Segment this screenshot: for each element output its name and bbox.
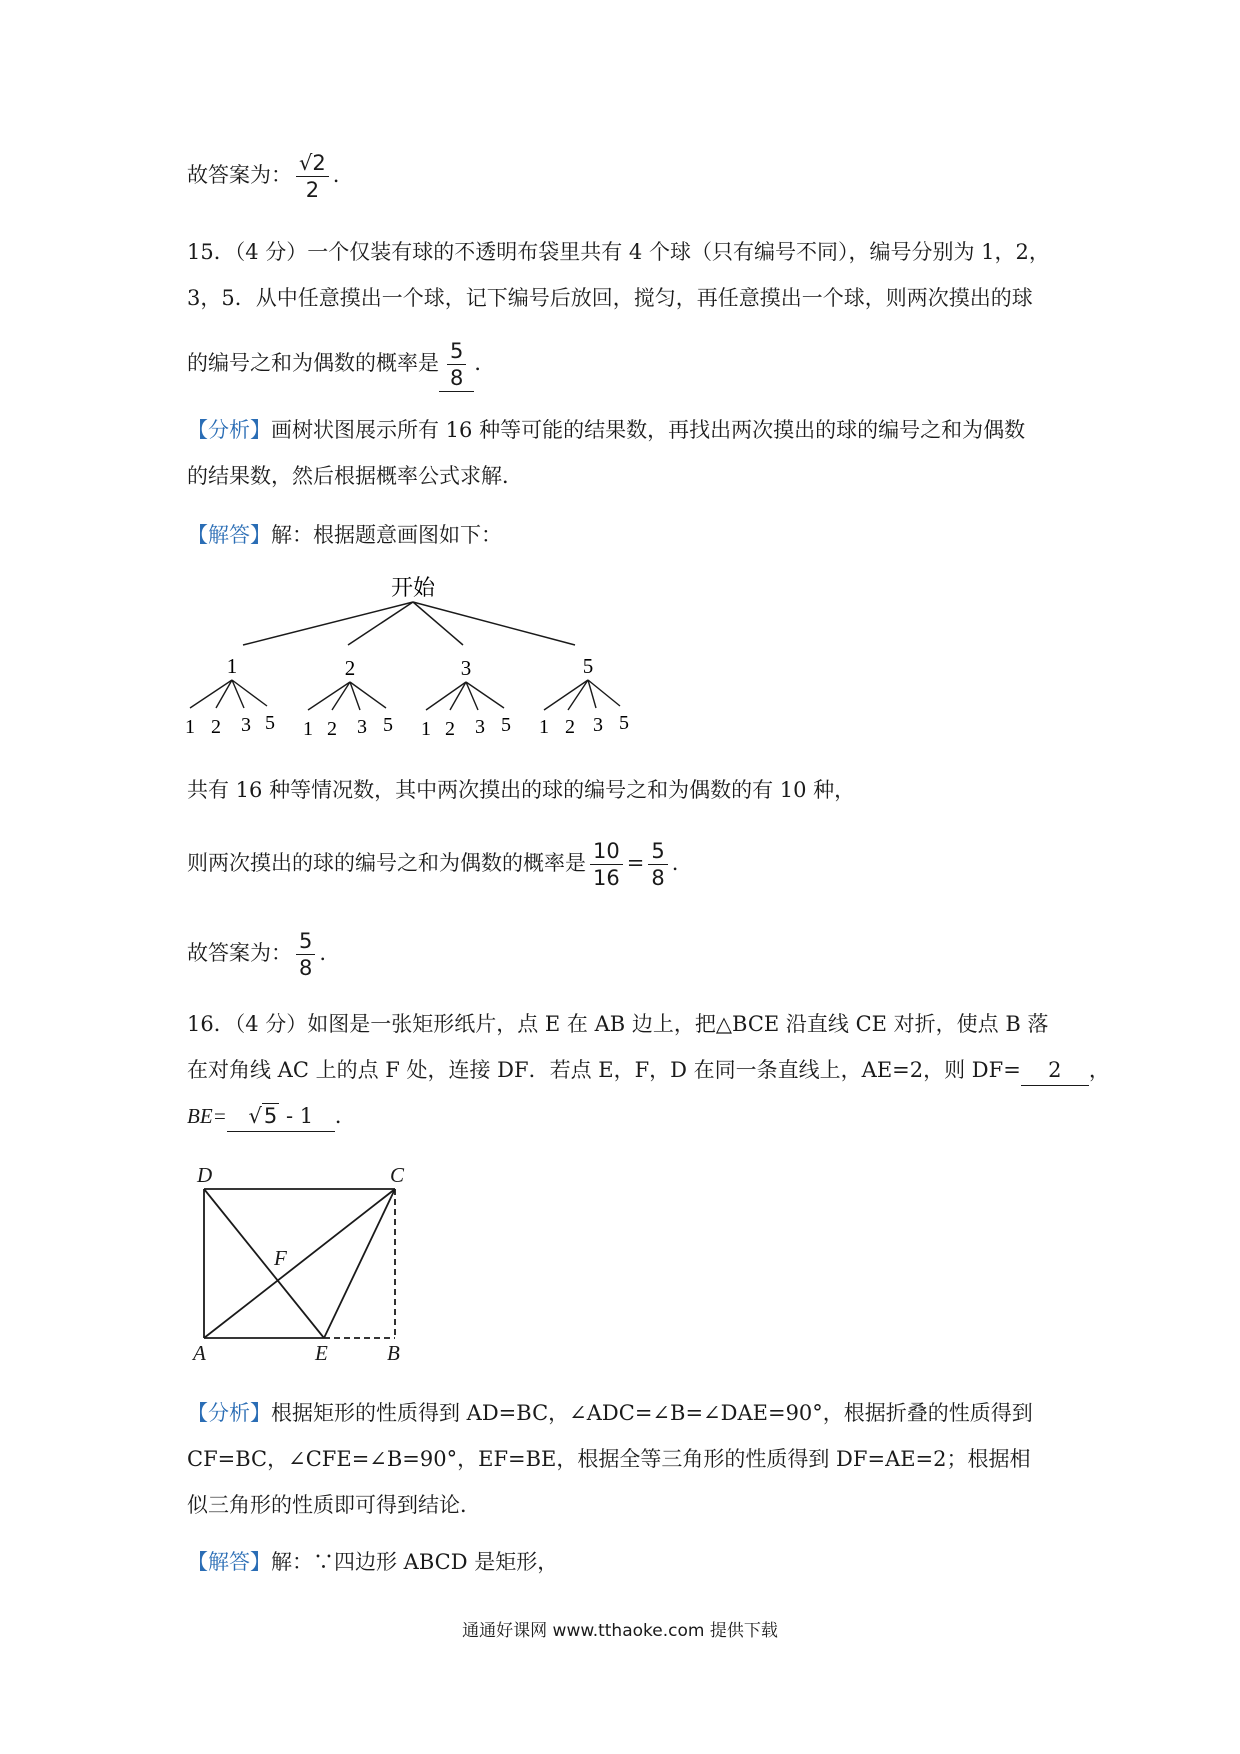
- q16-line3: [187, 1101, 356, 1132]
- solution16-line: [187, 1547, 558, 1577]
- q15-line1: 15．（4 分）一个仅装有球的不透明布袋里共有 4 个球（只有编号不同），编号分别为 1，2，: [187, 240, 1050, 264]
- tree-node: 3: [460, 656, 472, 680]
- fraction-denominator: 8: [450, 366, 464, 390]
- equals-sign: =: [626, 851, 645, 875]
- answer-blank: [439, 338, 474, 392]
- analysis15-line2: 的结果数，然后根据概率公式求解．: [187, 464, 523, 488]
- diagonal-ac: [204, 1189, 395, 1338]
- sqrt-expression: √5: [248, 1104, 278, 1128]
- analysis15-line1: [187, 415, 1025, 445]
- analysis16-line1: [187, 1398, 1033, 1428]
- analysis16-line2: CF=BC，∠CFE=∠B=90°，EF=BE，根据全等三角形的性质得到 DF=AE=2；根据相: [187, 1447, 1031, 1471]
- fraction-denominator: 16: [593, 866, 620, 890]
- tree-leaf: 1: [539, 716, 549, 738]
- tree-first-level: [227, 654, 594, 680]
- tree-first-level-branches: [243, 602, 575, 645]
- tree-leaf: 1: [421, 718, 431, 740]
- tree-leaf: 2: [565, 716, 575, 738]
- period: .: [332, 163, 340, 187]
- answer-fraction: [296, 150, 329, 203]
- answer-label: 故答案为：: [187, 163, 292, 187]
- label-d: D: [197, 1163, 213, 1187]
- tree-second-level-branches: [190, 680, 620, 710]
- result15-line1: 共有 16 种等情况数，其中两次摸出的球的编号之和为偶数的有 10 种，: [187, 778, 856, 802]
- answer-fraction: [296, 928, 315, 981]
- solution-text: 解：∵四边形 ABCD 是矩形，: [271, 1550, 559, 1574]
- solution-text: 解：根据题意画图如下：: [271, 523, 502, 547]
- tree-second-level: [185, 712, 629, 740]
- label-b: B: [387, 1341, 400, 1365]
- analysis-text: 画树状图展示所有 16 种等可能的结果数，再找出两次摸出的球的编号之和为偶数: [271, 418, 1026, 442]
- fraction-denominator: 8: [299, 956, 313, 980]
- q16-text: 在对角线 AC 上的点 F 处，连接 DF．若点 E，F，D 在同一条直线上，AE=2，则 DF=: [187, 1058, 1021, 1082]
- analysis16-line3: 似三角形的性质即可得到结论．: [187, 1493, 481, 1517]
- period: ．: [474, 351, 496, 375]
- result-text: 则两次摸出的球的编号之和为偶数的概率是: [187, 851, 586, 875]
- tree-node: 1: [226, 654, 238, 678]
- q16-line2: [187, 1055, 1110, 1086]
- q15-line2: 3，5．从中任意摸出一个球，记下编号后放回，搅匀，再任意摸出一个球，则两次摸出的球: [187, 286, 1033, 310]
- fraction-numerator: √2: [296, 150, 329, 177]
- solution-tag: 【解答】: [187, 1550, 271, 1574]
- probability-fraction: [590, 838, 623, 891]
- rectangle-figure: [187, 1160, 427, 1365]
- fraction-numerator: 5: [447, 338, 466, 365]
- be-label: BE=: [187, 1104, 227, 1128]
- tree-leaf: 5: [619, 712, 629, 734]
- tree-leaf: 3: [593, 714, 603, 736]
- tree-leaf: 2: [327, 718, 337, 740]
- line-de: [204, 1189, 324, 1338]
- tree-node: 2: [344, 656, 356, 680]
- analysis-text: 根据矩形的性质得到 AD=BC，∠ADC=∠B=∠DAE=90°，根据折叠的性质得到: [271, 1401, 1033, 1425]
- fraction-numerator: 5: [296, 928, 315, 955]
- label-e: E: [315, 1341, 328, 1365]
- radicand: 5: [263, 1104, 278, 1128]
- tree-root-label: 开始: [390, 575, 436, 600]
- tree-diagram: [180, 570, 700, 750]
- q15-line3: [187, 338, 495, 392]
- df-answer-blank: 2: [1021, 1055, 1089, 1086]
- tree-leaf: 5: [383, 714, 393, 736]
- be-answer-blank: [227, 1101, 335, 1132]
- line-ec: [324, 1189, 395, 1338]
- tree-leaf: 2: [445, 718, 455, 740]
- period: ．: [334, 1104, 356, 1128]
- analysis-tag: 【分析】: [187, 1401, 271, 1425]
- answer15-line: [187, 928, 326, 981]
- solution15-line: [187, 520, 502, 550]
- answer14-line: [187, 150, 339, 203]
- tree-leaf: 3: [475, 716, 485, 738]
- solution-tag: 【解答】: [187, 523, 271, 547]
- tree-leaf: 2: [211, 716, 221, 738]
- label-c: C: [390, 1163, 405, 1187]
- tree-leaf: 3: [357, 716, 367, 738]
- tree-leaf: 1: [303, 718, 313, 740]
- tree-leaf: 3: [241, 714, 251, 736]
- q15-text: 的编号之和为偶数的概率是: [187, 351, 439, 375]
- result15-line2: [187, 838, 678, 891]
- simplified-fraction: [648, 838, 667, 891]
- period: .: [671, 851, 679, 875]
- be-answer-rest: - 1: [279, 1104, 314, 1128]
- tree-node: 5: [582, 654, 594, 678]
- tree-leaf: 5: [265, 712, 275, 734]
- fraction-denominator: 2: [305, 178, 320, 202]
- q16-line1: 16．（4 分）如图是一张矩形纸片，点 E 在 AB 边上，把△BCE 沿直线 CE 对折，使点 B 落: [187, 1012, 1049, 1036]
- period: .: [319, 941, 327, 965]
- label-a: A: [193, 1341, 206, 1365]
- answer-label: 故答案为：: [187, 941, 292, 965]
- tree-leaf: 1: [185, 716, 195, 738]
- fraction-numerator: 5: [648, 838, 667, 865]
- analysis-tag: 【分析】: [187, 418, 271, 442]
- fraction-numerator: 10: [590, 838, 623, 865]
- answer-fraction: [447, 338, 466, 391]
- label-f: F: [274, 1246, 287, 1270]
- tree-leaf: 5: [501, 714, 511, 736]
- fraction-denominator: 8: [651, 866, 665, 890]
- page-footer: 通通好课网 www.tthaoke.com 提供下载: [462, 1621, 778, 1641]
- comma: ，: [1088, 1058, 1110, 1082]
